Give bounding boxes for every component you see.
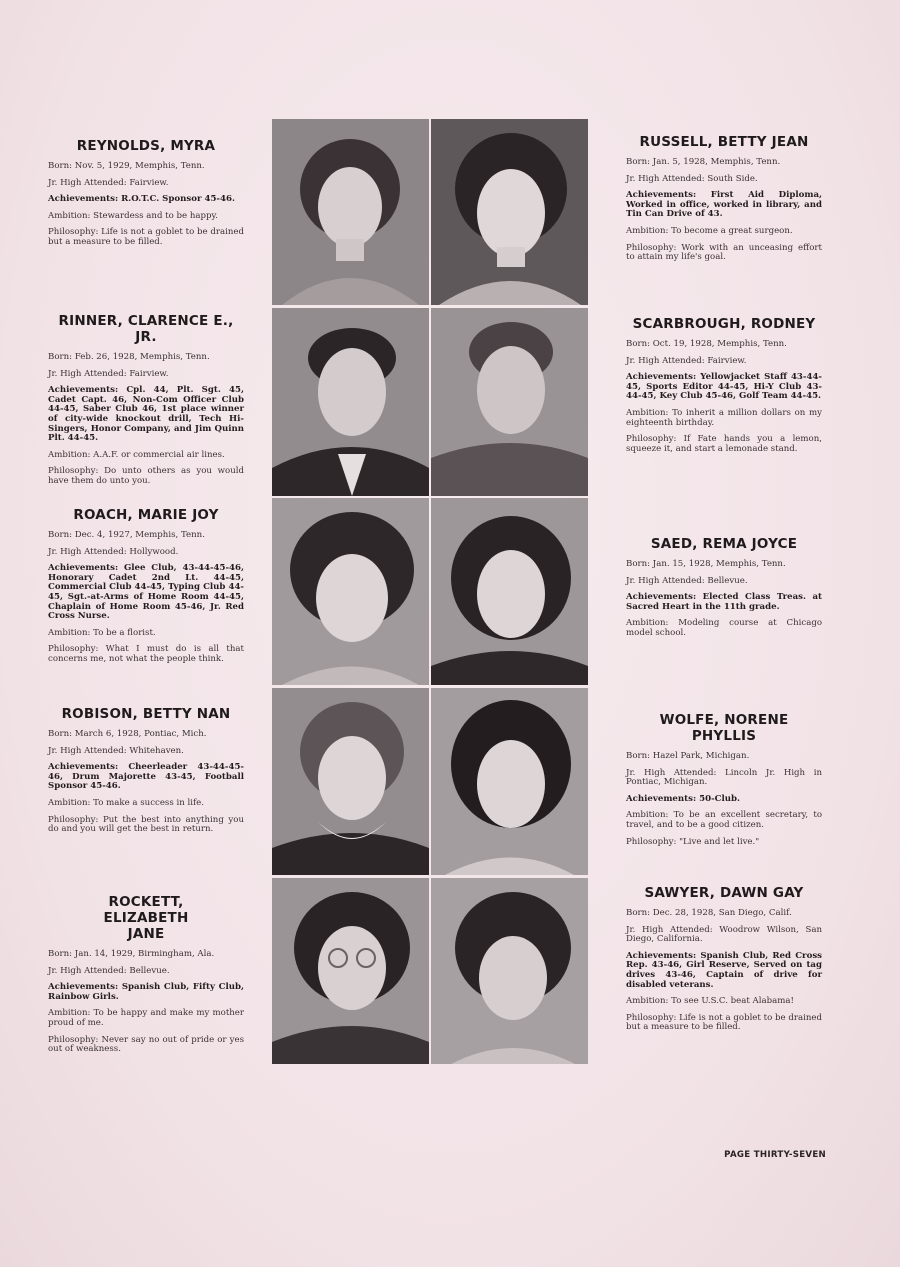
ambition-line: Ambition: To make a success in life. — [48, 797, 204, 808]
ambition-line: Ambition: To inherit a million dollars on my eighteenth birthday. — [626, 407, 822, 428]
born-line: Born: Dec. 4, 1927, Memphis, Tenn. — [48, 530, 205, 540]
student-entry-wolfe — [626, 712, 822, 854]
born-line: Born: Jan. 15, 1928, Memphis, Tenn. — [626, 559, 786, 569]
portrait-photo-reynolds — [272, 119, 429, 305]
student-name: SAED, REMA JOYCE — [650, 536, 798, 552]
portrait-photo-sawyer — [431, 878, 588, 1064]
ambition-line: Ambition: To be a florist. — [48, 627, 156, 638]
student-entry-reynolds — [48, 138, 244, 255]
portrait-photo-roach — [272, 498, 429, 685]
student-entry-saed — [626, 536, 822, 646]
student-entry-scarbrough — [626, 316, 822, 461]
born-line: Born: Oct. 19, 1928, Memphis, Tenn. — [626, 339, 787, 349]
portrait-photo-robison — [272, 688, 429, 875]
student-name: ROACH, MARIE JOY — [73, 507, 219, 523]
page-number: PAGE THIRTY-SEVEN — [724, 1150, 826, 1160]
ambition-line: Ambition: To become a great surgeon. — [626, 225, 793, 236]
portrait-photo-rockett — [272, 878, 429, 1064]
student-entry-russell — [626, 134, 822, 270]
ambition-line: Ambition: To be happy and make my mother proud of me. — [48, 1008, 244, 1028]
jr-high-line: Jr. High Attended: Fairview. — [48, 177, 169, 188]
student-name: RINNER, CLARENCE E., JR. — [58, 313, 234, 345]
ambition-line: Ambition: Stewardess and to be happy. — [48, 210, 218, 221]
student-entry-sawyer — [626, 885, 822, 1040]
jr-high-line: Jr. High Attended: Lincoln Jr. High in Pontiac, Michigan. — [626, 767, 822, 788]
portrait-photo-wolfe — [431, 688, 588, 875]
achievements-line: Achievements: Spanish Club, Fifty Club, Rainbow Girls. — [48, 982, 244, 1002]
achievements-line: Achievements: R.O.T.C. Sponsor 45-46. — [48, 194, 235, 205]
philosophy-line: Philosophy: Life is not a goblet to be drained but a measure to be filled. — [48, 227, 244, 247]
ambition-line: Ambition: Modeling course at Chicago model school. — [626, 618, 822, 638]
portrait-photo-russell — [431, 119, 588, 305]
philosophy-line: Philosophy: Do unto others as you would have them do unto you. — [48, 466, 244, 486]
jr-high-line: Jr. High Attended: Bellevue. — [626, 575, 748, 586]
student-name: REYNOLDS, MYRA — [76, 138, 216, 154]
born-line: Born: March 6, 1928, Pontiac, Mich. — [48, 729, 207, 739]
ambition-line: Ambition: A.A.F. or commercial air lines. — [48, 449, 225, 460]
jr-high-line: Jr. High Attended: South Side. — [626, 173, 758, 184]
achievements-line: Achievements: First Aid Diploma, Worked in office, worked in library, and Tin Can Drive of 43. — [626, 190, 822, 220]
student-entry-rinner — [48, 313, 244, 494]
student-name: RUSSELL, BETTY JEAN — [639, 134, 809, 150]
portrait-photo-rinner — [272, 308, 429, 496]
born-line: Born: Feb. 26, 1928, Memphis, Tenn. — [48, 352, 210, 362]
achievements-line: Achievements: Yellowjacket Staff 43-44-45, Sports Editor 44-45, Hi-Y Club 43-44-45, Key Club 45-46, Golf Team 44-45. — [626, 372, 822, 402]
jr-high-line: Jr. High Attended: Woodrow Wilson, San Diego, California. — [626, 924, 822, 945]
achievements-line: Achievements: 50-Club. — [626, 793, 741, 804]
jr-high-line: Jr. High Attended: Fairview. — [48, 368, 169, 379]
jr-high-line: Jr. High Attended: Hollywood. — [48, 546, 179, 557]
achievements-line: Achievements: Glee Club, 43-44-45-46, Honorary Cadet 2nd Lt. 44-45, Commercial Club 44-45, Typing Club 44-45, Sgt.-at-Arms of Home Room 44-45, Chaplain of Home Room 45-46, Jr. Red Cross Nurse. — [48, 563, 244, 622]
achievements-line: Achievements: Elected Class Treas. at Sacred Heart in the 11th grade. — [626, 592, 822, 612]
student-entry-roach — [48, 507, 244, 672]
student-name: ROCKETT, ELIZABETH JANE — [103, 894, 189, 942]
achievements-line: Achievements: Cheerleader 43-44-45-46, Drum Majorette 43-45, Football Sponsor 45-46. — [48, 762, 244, 792]
jr-high-line: Jr. High Attended: Whitehaven. — [48, 745, 184, 756]
philosophy-line: Philosophy: Never say no out of pride or yes out of weakness. — [48, 1034, 244, 1055]
jr-high-line: Jr. High Attended: Fairview. — [626, 355, 747, 366]
philosophy-line: Philosophy: Put the best into anything you do and you will get the best in return. — [48, 814, 244, 835]
portrait-photo-saed — [431, 498, 588, 685]
student-name: ROBISON, BETTY NAN — [61, 706, 231, 722]
philosophy-line: Philosophy: What I must do is all that concerns me, not what the people think. — [48, 644, 244, 664]
student-name: WOLFE, NORENE PHYLLIS — [659, 712, 789, 744]
student-name: SAWYER, DAWN GAY — [644, 885, 804, 901]
student-name: SCARBROUGH, RODNEY — [632, 316, 816, 332]
achievements-line: Achievements: Spanish Club, Red Cross Rep. 43-46, Girl Reserve, Served on tag drives 43-46, Captain of drive for disabled veterans. — [626, 950, 822, 990]
philosophy-line: Philosophy: If Fate hands you a lemon, squeeze it, and start a lemonade stand. — [626, 434, 822, 454]
student-entry-rockett — [48, 894, 244, 1062]
student-entry-robison — [48, 706, 244, 842]
ambition-line: Ambition: To be an excellent secretary, to travel, and to be a good citizen. — [626, 810, 822, 830]
born-line: Born: Jan. 5, 1928, Memphis, Tenn. — [626, 157, 781, 167]
portrait-photo-scarbrough — [431, 308, 588, 496]
philosophy-line: Philosophy: "Live and let live." — [626, 836, 760, 847]
born-line: Born: Nov. 5, 1929, Memphis, Tenn. — [48, 161, 205, 171]
philosophy-line: Philosophy: Life is not a goblet to be drained but a measure to be filled. — [626, 1012, 822, 1033]
born-line: Born: Hazel Park, Michigan. — [626, 751, 750, 761]
born-line: Born: Dec. 28, 1928, San Diego, Calif. — [626, 908, 792, 918]
philosophy-line: Philosophy: Work with an unceasing effort to attain my life's goal. — [626, 242, 822, 263]
born-line: Born: Jan. 14, 1929, Birmingham, Ala. — [48, 949, 215, 959]
achievements-line: Achievements: Cpl. 44, Plt. Sgt. 45, Cadet Capt. 46, Non-Com Officer Club 44-45, Saber Club 46, 1st place winner of city-wide knockout drill, Tech Hi-Singers, Honor Company, and Jim Quinn Plt. 44-45. — [48, 385, 244, 444]
ambition-line: Ambition: To see U.S.C. beat Alabama! — [626, 996, 794, 1007]
jr-high-line: Jr. High Attended: Bellevue. — [48, 965, 170, 976]
